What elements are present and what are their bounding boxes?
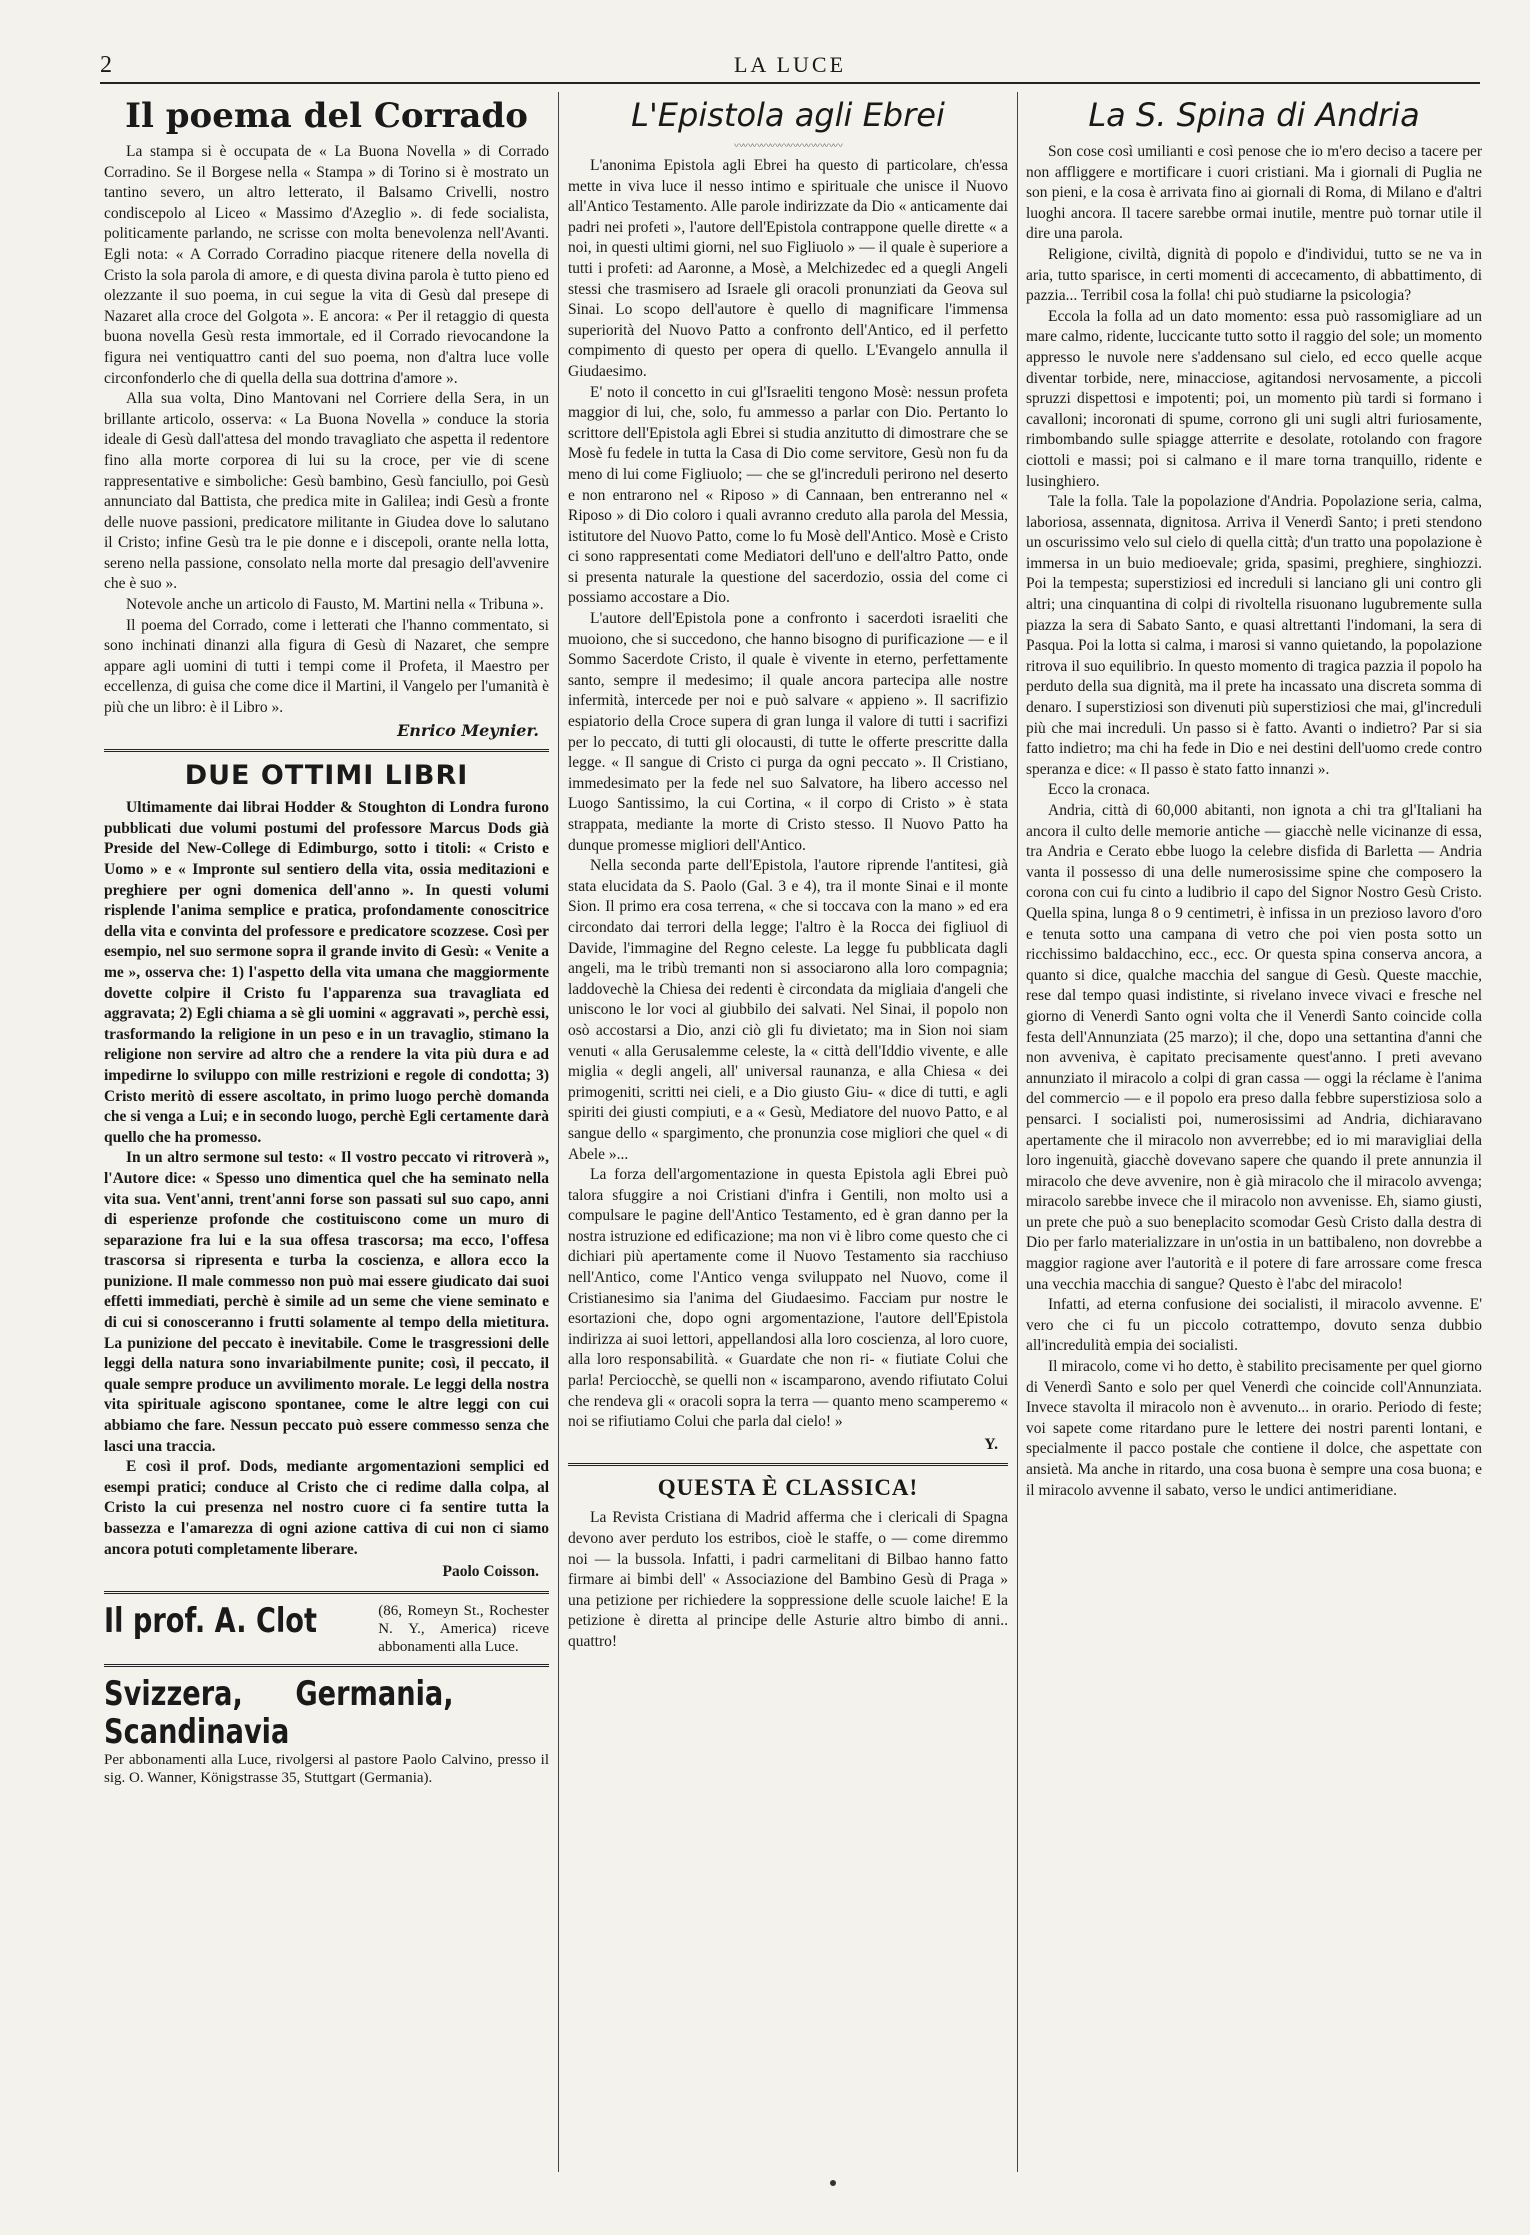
article-title: DUE OTTIMI LIBRI (184, 760, 469, 792)
column-divider (1017, 92, 1018, 2172)
wavy-rule: 〰〰〰〰〰〰〰〰〰〰〰〰 (734, 141, 842, 152)
column-right (1026, 92, 1482, 2182)
paragraph: E' noto il concetto in cui gl'Israeliti tengono Mosè: nessun profeta maggior di lui, che, solo, fu ammesso a parlar con Dio. Pertanto lo scrittore dell'Epistola agli Ebrei si studia anzitutto di dimostrare che se Mosè fu fedele in tutta la Casa di Dio come servitore, Gesù non fu da meno di lui come Figliuolo; — che se gl'increduli perirono nel deserto e non entrarono nel « Riposo » di Cannaan, ben entreranno nel « Riposo » di Dio coloro i quali avranno creduto alla parola del Messia, istitutore del Nuovo Patto, come lo fu Mosè dell'Antico. Mosè e Cristo ci sono rappresentati come Mediatori dell'uno e dell'altro Patto, onde si presenta naturale la questione del sacerdozio, ossia del come ci possiamo accostare a Dio. (568, 383, 1008, 607)
paragraph: Tale la folla. Tale la popolazione d'Andria. Popolazione seria, calma, laboriosa, assennata, dignitosa. Arriva il Venerdì Santo; i preti stendono un oscurissimo velo sul cielo di quella città; d'un tratto una popolazione è immersa in un buio medioevale; grida, spasimi, preghiere, singhiozzi. Poi la tempesta; superstiziosi ed increduli si lanciano gli uni contro gli altri; una cinquantina di colpi di rivoltella risuonano lugubremente sulla piazza la sera di Sabato Santo, e quasi altrettanti l'indomani, la sera di Pasqua. Poi la lotta si calma, i marosi si vanno quietando, la popolazione ritrova il suo equilibrio. In questo momento di tragica pazzia il popolo ha perduto della sua dignità, ma il prete ha incassato una discreta somma di denaro. I superstiziosi son divenuti più superstiziosi che mai, gl'increduli più che mai increduli. Un passo si è fatto. Avanti o indietro? Par si sia fatto indietro; ma chi ha fede in Dio e nei destini dell'uomo crede contro speranza e dice: « Il passo è stato fatto innanzi ». (1026, 493, 1482, 778)
article-title: L'Epistola agli Ebrei (631, 96, 945, 134)
article-body (1026, 142, 1482, 1501)
article-body (568, 1508, 1008, 1652)
paragraph: Notevole anche un articolo di Fausto, M. Martini nella « Tribuna ». (126, 596, 544, 614)
section-separator (568, 1463, 1008, 1466)
column-divider (558, 92, 559, 2172)
ad-text: Per abbonamenti alla Luce, rivolgersi al pastore Paolo Calvino, presso il sig. O. Wanner, Königstrasse 35, Stuttgart (Germania). (104, 1751, 549, 1786)
paragraph: Nella seconda parte dell'Epistola, l'autore riprende l'antitesi, già stata elucidata da S. Paolo (Gal. 3 e 4), tra il monte Sinai e il monte Sion. Il primo era cosa terrena, « che si toccava con la mano » ed era circondato dai terrori della legge; l'altro è la Rocca dei figliuol di Davide, l'immagine del Regno celeste. La legge fu pubblicata dagli angeli, ma le tribù tremanti non si associarono alla loro compagnia; laddovechè la Chiesa dei redenti è circondata da migliaia d'angeli che uniscono le lor voci al giubbilo dei salvati. Nel Sinai, il popolo non osò accostarsi a Dio, anzi ciò gli fu divietato; ma in Sion noi siam venuti « alla Gerusalemme celeste, la « città dell'Iddio vivente, e alle miglia « degli angeli, all' universal raunanza, e alla Chiesa « dei primogeniti, scritti nei cieli, e a Dio giusto Giu- « dice di tutti, e agli spiriti dei giusti compiuti, e a « Gesù, Mediatore del nuovo Patto, e al sangue dello « spargimento, che pronunzia cose migliori che quel « di Abele »... (568, 857, 1008, 1163)
article-title: Il poema del Corrado (125, 96, 528, 136)
article-signature: Y. (984, 1435, 998, 1453)
paragraph: Il poema del Corrado, come i letterati che l'hanno commentato, si sono inchinati dinanzi alla figura di Gesù di Nazaret, che sempre appare agli uomini di tutti i tempi come il Profeta, il Maestro per eccellenza, di guisa che come dice il Martini, il Vangelo per l'umanità è più che un libro: è il Libro ». (104, 616, 549, 717)
article-body (104, 142, 549, 719)
paragraph: La Revista Cristiana di Madrid afferma che i clericali di Spagna devono aver perduto los estribos, cioè le staffe, o — come diremmo noi — la bussola. Infatti, i padri carmelitani di Bilbao hanno fatto firmare ai bimbi dell' « Associazione del Bambino Gesù di Praga » una petizione per richiedere la soppressione delle scuole laiche! E la petizione è diretta al principe delle Asturie altro bimbo di anni.. quattro! (568, 1509, 1008, 1650)
section-separator (104, 749, 549, 752)
advertisement (104, 1675, 549, 1787)
section-separator (104, 1591, 549, 1594)
paragraph: Il miracolo, come vi ho detto, è stabilito precisamente per quel giorno di Venerdì Santo e solo per quel Venerdì che coincide coll'Annunziata. Invece stavolta il miracolo non è avvenuto... in orario. Periodo di feste; voi sapete come ritardano pure le lettere dei nostri parenti lontani, e specialmente il pacco postale che contiene il dolce, che aspettate con ansietà. Ma anche in ritardo, una cosa buona è sempre una cosa buona; e il miracolo avvenne il sabato, verso le undici antimeridiane. (1026, 1358, 1482, 1499)
paragraph: Andria, città di 60,000 abitanti, non ignota a chi tra gl'Italiani ha ancora il culto delle memorie antiche — giacchè nelle vicinanze di essa, tra Andria e Cerato ebbe luogo la celebre disfida di Barletta — Andria vanta il possesso di una delle numerosissime spine che composero la corona con cui fu cinto a ludibrio il capo del Signor Nostro Gesù Cristo. Quella spina, lunga 8 o 9 centimetri, è infissa in un prezioso lavoro d'oro e tenuta sotto una campana di vetro che poi vien posta sotto un ricchissimo baldacchino, ecc., ecc. Or questa spina conserva ancora, a quanto si dice, qualche macchia del sangue di Gesù. Queste macchie, rese dal tempo quasi indistinte, si rivelano invece vivaci e fresche nel giorno di Venerdì Santo ogni volta che il Venerdì Santo coincide colla festa dell'Annunziata (25 marzo); il che, dopo una settantina d'anni che non avveniva, è capitato precisamente quest'anno. I preti avevano annunziato il miracolo a colpi di gran cassa — oggi la réclame è l'anima del commercio — e il popolo era preso dalla febbre superstiziosa solo a pensarci. I socialisti poi, numerosissimi ad Andria, dichiaravano apertamente che il miracolo non avverrebbe; ed io mi maravigliai della loro ingenuità, giacchè dovevano sapere che quando il prete annunzia il miracolo che deve avvenire, non è già miracolo che il miracolo avvenga; miracolo sarebbe invece che il miracolo non avvenisse. Eh, siamo giusti, un prete che può a suo beneplacito scomodar Gesù Cristo dalla destra di Dio per farlo materializzare in un'ostia in un battibaleno, non dovrebbe a maggior ragione aver l'autorità e il potere di fare arrossare come fresca una vecchia macchia di sangue? Questo è l'abc del miracolo! (1026, 802, 1482, 1293)
ad-text: (86, Romeyn St., Rochester N. Y., America) riceve abbonamenti alla Luce. (378, 1602, 549, 1655)
paragraph: Ecco la cronaca. (1048, 781, 1150, 799)
article-title: QUESTA È CLASSICA! (657, 1475, 919, 1501)
paragraph: La forza dell'argomentazione in questa Epistola agli Ebrei può talora sfuggire a noi Cristiani d'infra i Gentili, non molto usi a compulsare le pagine dell'Antico Testamento, ed è gran danno per la nostra istruzione ed edificazione; ma non vi è libro come questo che ci dichiari più apertamente come il Nuovo Testamento sia racchiuso nell'Antico, come l'Antico venga sviluppato nel Nuovo, come il Cristianesimo sia l'anima del Giudaesimo. Facciam pur nostre le esortazioni che, dopo ogni argomentazione, l'autore dell'Epistola indirizza ai suoi lettori, appellandosi alla loro coscienza, al loro cuore, alla loro responsabilità. « Guardate che non ri- « fiutiate Colui che parla! Perciocchè, se quelli non « iscamparono, avendo rifiutato Colui che rendeva gli « oracoli sopra la terra — quanto meno scamperemo « noi se rifiutiamo Colui che parla dal cielo! » (568, 1166, 1008, 1431)
paragraph: Eccola la folla ad un dato momento: essa può rassomigliare ad un mare calmo, ridente, luccicante tutto sotto il raggio del sole; un momento appresso le nuvole nere s'addensano sul cielo, ed ecco quelle acque diventar torbide, nere, minacciose, agitandosi nervosamente, a piccoli spruzzi dispettosi e impotenti; poi, un momento più tardi si formano i cavalloni; incoronati di spume, corrono gli uni sugli altri furiosamente, rimbombando sulle spiagge atterrite e desolate, rotolando con fragore ciottoli e massi; poi si calmano e il mare torna tranquillo, ridente e lusinghiero. (1026, 307, 1482, 490)
paragraph: E così il prof. Dods, mediante argomentazioni semplici ed esempi pratici; conduce al Cristo che ci redime dalla colpa, al Cristo la cui presenza nel nostro cuore ci fa sentire tutta la bassezza e l'amarezza di ogni azione cattiva di cui non ci siamo ancora potuti completamente liberare. (104, 1458, 549, 1558)
paragraph: Religione, civiltà, dignità di popolo e d'individui, tutto se ne va in aria, tutto sparisce, in certi momenti di accecamento, di abbattimento, di pazzia... Terribil cosa la folla! chi può studiarne la psicologia? (1026, 245, 1482, 305)
paragraph: Ultimamente dai librai Hodder & Stoughton di Londra furono pubblicati due volumi postumi del professore Marcus Dods già Preside del New-College di Edimburgo, sotto i titoli: « Cristo e Uomo » e « Impronte sul sentiero della vita, ossia meditazioni e preghiere per ogni domenica dell'anno ». In questi volumi risplende l'anima semplice e pratica, profondamente conoscitrice della vita e convinta del professore e predicatore scozzese. Così per esempio, nel suo sermone sopra il grande invito di Gesù: « Venite a me », osserva che: 1) l'aspetto della vita umana che maggiormente dovette colpire il Cristo fu l'apparenza sua travagliata ed aggravata; 2) Egli chiama a sè gli uomini « aggravati », perchè essi, trasformando la religione in un peso e in un travaglio, stimano la religione non servire ad altro che a rendere la vita più dura e ad impedirne lo sviluppo con mille restrizioni e regole di condotta; 3) Cristo meritò di essere ascoltato, in primo luogo perchè domanda che si venga a Lui; e in secondo luogo, perchè Egli certamente darà quello che ha promesso. (104, 799, 549, 1146)
column-left (104, 92, 549, 2182)
article-title: La S. Spina di Andria (1088, 96, 1420, 134)
article-signature: Enrico Meynier. (397, 720, 539, 740)
paragraph: In un altro sermone sul testo: « Il vostro peccato vi ritroverà », l'Autore dice: « Spesso uno dimentica quel che ha seminato nella vita sua. Vent'anni, trent'anni forse son passati sul suo capo, anni di esperienze profonde che costituiscono come un muro di separazione fra lui e la sua offesa trascorsa; ma ecco, l'offesa trascorsa si ripresenta e turba la coscienza, e allora ecco la punizione. Il male commesso non può mai essere giudicato dai suoi effetti immediati, perchè è simile ad un seme che viene seminato e di cui si conosceranno i frutti solamente al tempo della mietitura. La punizione del peccato è inevitabile. Come le trasgressioni delle leggi della natura sono invariabilmente punite; così, il peccato, il quale sempre produce un avvilimento morale. Le leggi della nostra vita spirituale agiscono spontanee, come le altre leggi con cui abbiamo che fare. Nessun peccato può essere commesso senza che lasci una traccia. (104, 1149, 549, 1455)
article-signature: Paolo Coisson. (442, 1563, 539, 1581)
article-body (104, 798, 549, 1560)
masthead: LA LUCE (733, 52, 847, 77)
paragraph: Son cose così umilianti e così penose che io m'ero deciso a tacere per non affliggere e mortificare i cuori cristiani. Ma i giornali di Puglia ne son pieni, e la cosa è arrivata fino ai giornali di Roma, di Milano e d'altri luoghi ancora. Il tacere sarebbe ormai inutile, mentre può tornar utile il dire una parola. (1026, 143, 1482, 243)
column-middle (568, 92, 1008, 2182)
page-number: 2 (100, 52, 112, 78)
article-body (568, 156, 1008, 1433)
ad-headline: Il prof. A. Clot (104, 1601, 317, 1641)
print-mark (830, 2180, 836, 2186)
paragraph: L'autore dell'Epistola pone a confronto i sacerdoti israeliti che muoiono, che si succedono, che hanno bisogno di purificazione — e il Sommo Sacerdote Cristo, il quale è vivente in eterno, perfettamente santo, sempre il medesimo; il quale ancora partecipa alle nostre infermità, intercede per noi e può salvare « appieno ». Il sacrifizio espiatorio della Croce supera di gran lunga il valore di tutti i sacrifizi per lo peccato, di tutti gli olocausti, di tutte le offerte prescritte dalla legge. « Il sangue di Cristo ci purga da ogni peccato ». Il Cristiano, immedesimato per la fede nel suo Salvatore, ha libero accesso nel Luogo Santissimo, la cui Cortina, « il corpo di Cristo » è stata strappata, mediante la morte di Cristo stesso. Il Nuovo Patto ha dunque promesse migliori dell'Antico. (568, 610, 1008, 854)
section-separator (104, 1664, 549, 1667)
paragraph: Infatti, ad eterna confusione dei socialisti, il miracolo avvenne. E' vero che ci fu un piccolo cotrattempo, dovuto senza dubbio all'incredulità empia dei socialisti. (1026, 1296, 1482, 1355)
paragraph: L'anonima Epistola agli Ebrei ha questo di particolare, ch'essa mette in viva luce il nesso intimo e spirituale che unisce il Nuovo all'Antico Testamento. Alle parole indirizzate da Dio « anticamente dai padri nei profeti », l'autore dell'Epistola contrappone quelle dirette « a noi, in questi ultimi giorni, nel suo Figliuolo » — il quale è superiore a tutti i profeti: ad Aaronne, a Mosè, a Melchizedec ed a quegli Angeli stessi che trasmisero ad Israele gli oracoli pronunziati da Geova sul Sinai. Lo scopo dell'autore è quello di magnificare l'immensa superiorità del Nuovo Patto a confronto dell'Antico, ed il perfetto compimento di questo per opera di quello. L'Evangelo annulla il Giudaesimo. (568, 157, 1008, 380)
paragraph: La stampa si è occupata de « La Buona Novella » di Corrado Corradino. Se il Borgese nella « Stampa » di Torino si è mostrato un tantino severo, un altro letterato, il Balsamo Crivelli, nostro condiscepolo al Liceo « Massimo d'Azeglio ». di fede socialista, politicamente parlando, ne scrisse con molta benevolenza nell'Avanti. Egli nota: « A Corrado Corradino piacque ritenere della novella di Cristo la sola parola di amore, e di questa divina parola è tutto pieno ed olezzante il suo poema, in cui segue la vita di Gesù dal presepe di Nazaret alla croce del Golgota ». E ancora: « Per il retaggio di questa buona novella Gesù resta immortale, ed il Corrado rievocandone la figura nei ventiquattro canti del suo poema, non d'altra luce volle circonfonderlo che di quella della sua dottrina d'amore ». (104, 143, 549, 387)
advertisement (104, 1602, 549, 1656)
ad-headline: Svizzera, Germania, Scandinavia (104, 1674, 454, 1752)
page-header (100, 50, 1480, 84)
paragraph: Alla sua volta, Dino Mantovani nel Corriere della Sera, in un brillante articolo, osserva: « La Buona Novella » conduce la storia ideale di Gesù dall'attesa del mondo travagliato che aspetta il redentore fino alla morte corporea di lui su la croce, per vie di scene rappresentative e simboliche: Gesù bambino, Gesù fanciullo, poi Gesù annunciato dal Battista, che predica mite in Galilea; indi Gesù a fronte delle nuove passioni, predicatore militante in Giudea dove lo salutano il Cristo; infine Gesù tra le pie donne e i discepoli, orante nella lotta, sereno nella passione, consolato nella morte dal presagio dell'avvenire che è suo ». (104, 390, 549, 593)
